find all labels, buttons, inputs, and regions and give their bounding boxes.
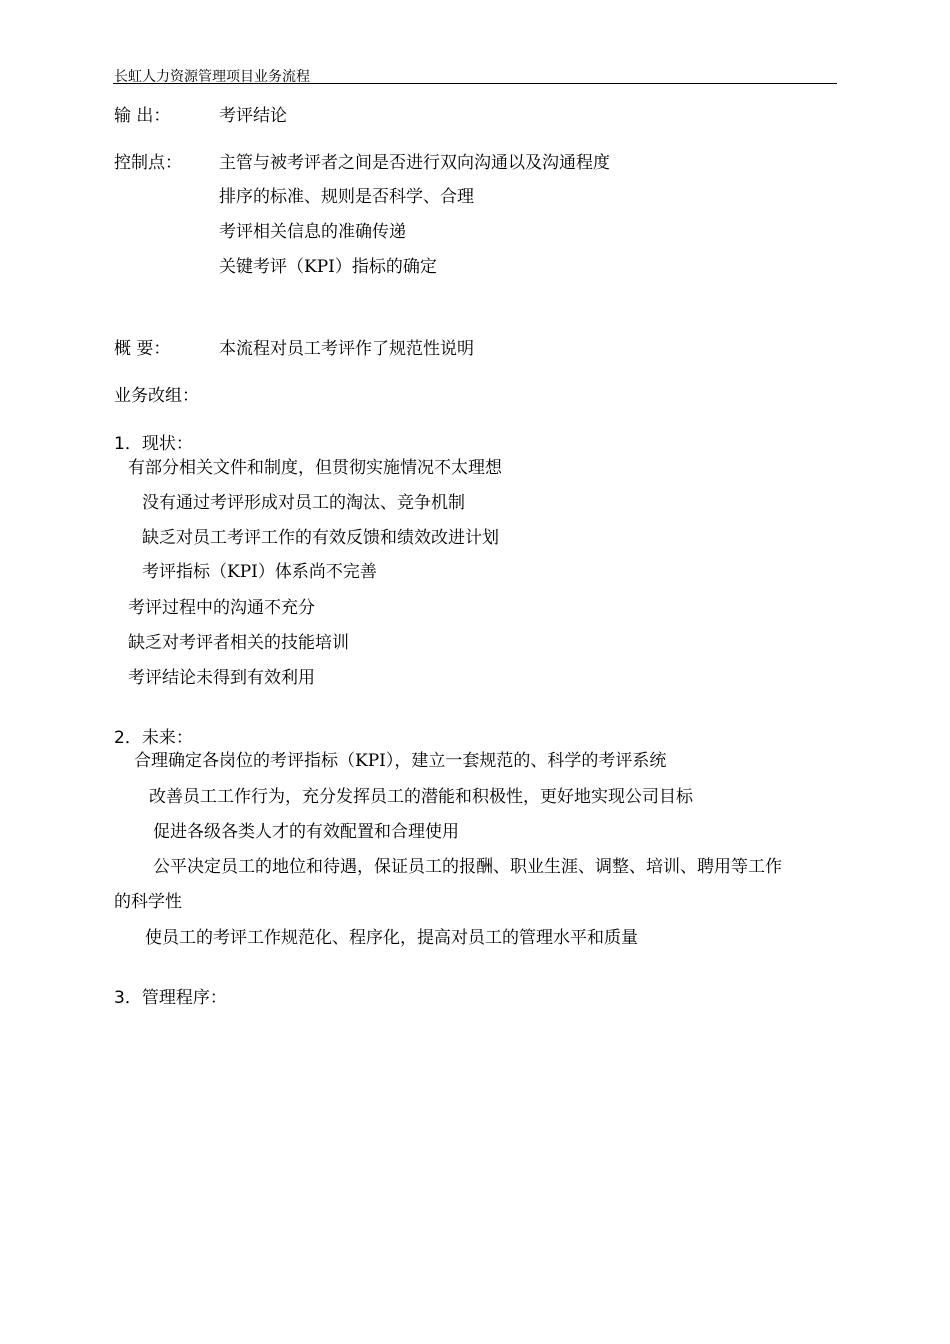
future-item: 使员工的考评工作规范化、程序化，提高对员工的管理水平和质量 (145, 928, 638, 948)
reorg-title: 业务改组： (114, 386, 199, 406)
current-item: 有部分相关文件和制度，但贯彻实施情况不太理想 (128, 458, 502, 478)
future-item: 改善员工工作行为，充分发挥员工的潜能和积极性，更好地实现公司目标 (149, 787, 693, 807)
output-label: 输 出： (114, 106, 171, 126)
control-points-label: 控制点： (114, 153, 182, 173)
control-point-item: 关键考评（KPI）指标的确定 (219, 257, 437, 277)
control-point-item: 主管与被考评者之间是否进行双向沟通以及沟通程度 (219, 153, 610, 173)
summary-label: 概 要： (114, 339, 171, 359)
future-heading: 2．未来： (114, 728, 193, 748)
current-item: 缺乏对员工考评工作的有效反馈和绩效改进计划 (142, 528, 499, 548)
current-item: 考评过程中的沟通不充分 (128, 598, 315, 618)
header-divider (113, 83, 837, 84)
current-item: 缺乏对考评者相关的技能培训 (128, 633, 349, 653)
current-heading: 1．现状： (114, 434, 193, 454)
output-value: 考评结论 (219, 106, 287, 126)
current-item: 考评指标（KPI）体系尚不完善 (142, 562, 377, 582)
procedure-heading: 3．管理程序： (114, 988, 227, 1008)
control-point-item: 考评相关信息的准确传递 (219, 222, 406, 242)
future-item: 合理确定各岗位的考评指标（KPI），建立一套规范的、科学的考评系统 (134, 751, 667, 771)
current-item: 没有通过考评形成对员工的淘汰、竞争机制 (142, 493, 465, 513)
future-item: 公平决定员工的地位和待遇，保证员工的报酬、职业生涯、调整、培训、聘用等工作 (153, 857, 782, 877)
control-point-item: 排序的标准、规则是否科学、合理 (219, 187, 474, 207)
page-header-title: 长虹人力资源管理项目业务流程 (114, 69, 310, 85)
future-item-continuation: 的科学性 (114, 892, 182, 912)
summary-value: 本流程对员工考评作了规范性说明 (219, 339, 474, 359)
future-item: 促进各级各类人才的有效配置和合理使用 (153, 822, 459, 842)
current-item: 考评结论未得到有效利用 (128, 668, 315, 688)
